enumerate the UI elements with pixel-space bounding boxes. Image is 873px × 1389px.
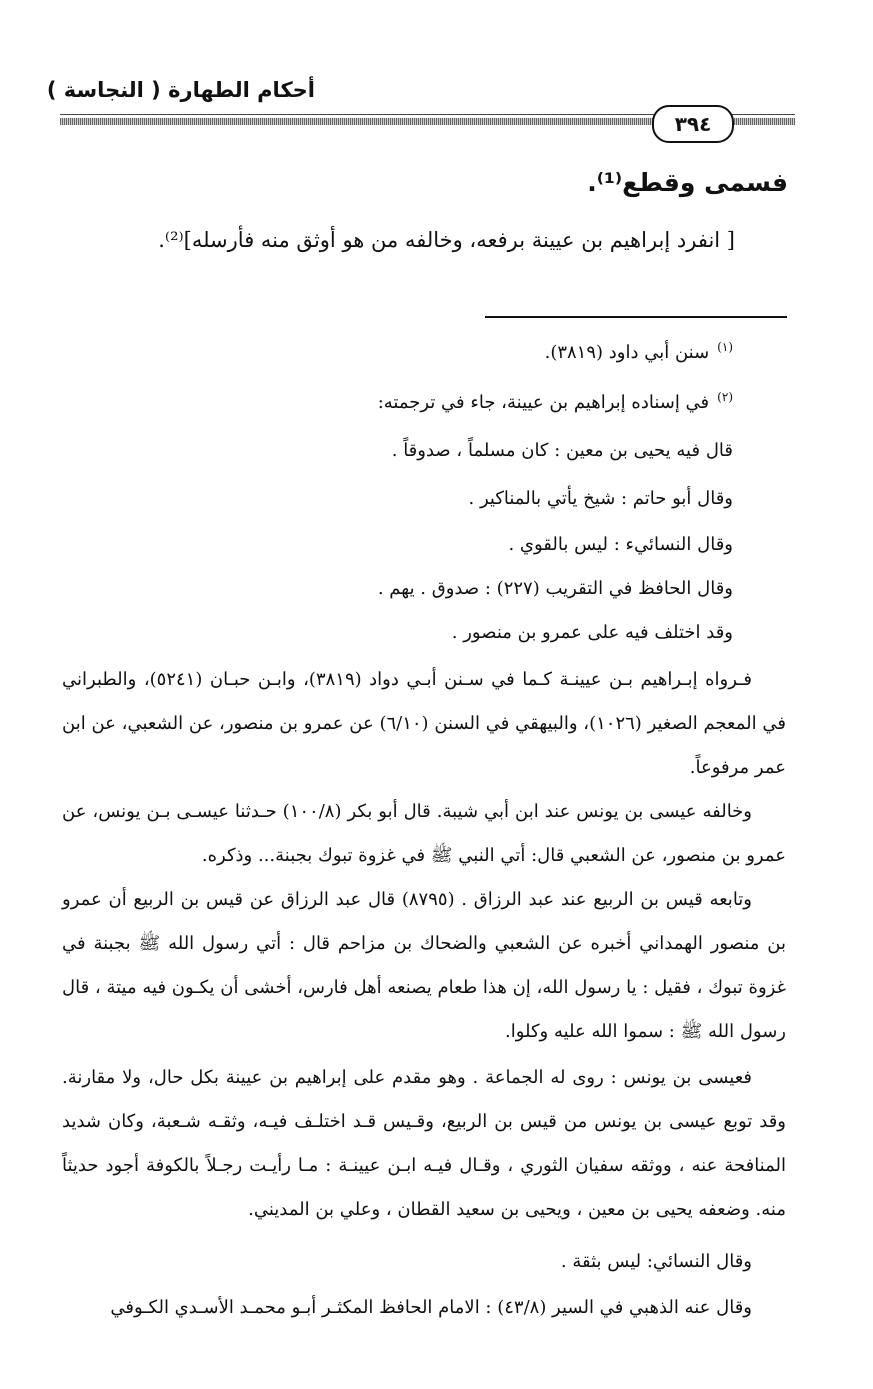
footnote-paragraph: فعيسى بن يونس : روى له الجماعة . وهو مقدم على إبراهيم بن عيينة بكل حال، ولا مقارنة. وقد توبع عيسى بن يونس من قيس بن الربيع، وقـيس قـد اختلـف فيـه، وثقـه شـعبة، وكان شديد المنافحة عنه ، ووثقه سفيان الثوري ، وقـال فيـه ابـن عيينـة : مـا رأيـت رجـلاً بالكوفة أجود حديثاً منه. وضعفه يحيى بن معين ، ويحيى بن سعيد القطان ، وعلي بن المديني. (62, 1067, 786, 1220)
footnote-line: وقد اختلف فيه على عمرو بن منصور . (451, 622, 733, 643)
page-number: ٣٩٤ (652, 105, 734, 143)
footnote-line: وقال الحافظ في التقريب (٢٢٧) : صدوق . يهم . (377, 578, 733, 599)
footnote-line: وقال أبو حاتم : شيخ يأتي بالمناكير . (468, 488, 733, 509)
footnote-paragraph: وخالفه عيسى بن يونس عند ابن أبي شيبة. قال أبو بكر (١٠٠/٨) حـدثنا عيسـى بـن يونس، عن عمرو بن منصور، عن الشعبي قال: أتي النبي ﷺ في غزوة تبوك بجبنة... وذكره. (62, 801, 786, 866)
footnote-2 (378, 390, 733, 413)
main-heading: فسمى وقطع⁽¹⁾. (587, 168, 788, 197)
footnote-paragraph: وقال النسائي: ليس بثقة . (560, 1251, 752, 1272)
footnote-line: وقال النسائيء : ليس بالقوي . (508, 534, 733, 555)
footnote-line: قال فيه يحيى بن معين : كان مسلماً ، صدوقاً . (391, 440, 733, 461)
running-header-title: أحكام الطهارة ( النجاسة ) (46, 78, 315, 102)
footnote-divider (485, 316, 787, 318)
footnote-1-text: سنن أبي داود (٣٨١٩). (544, 342, 710, 363)
footnote-1 (545, 340, 733, 363)
footnote-paragraph: وقال عنه الذهبي في السير (٤٣/٨) : الامام الحافظ المكثـر أبـو محمـد الأسـدي الكـوفي (110, 1297, 752, 1318)
footnote-2-marker: (٢) (717, 390, 733, 404)
main-statement: [ انفرد إبراهيم بن عيينة برفعه، وخالفه من هو أوثق منه فأرسله]⁽²⁾. (158, 228, 735, 252)
footnote-2-text: في إسناده إبراهيم بن عيينة، جاء في ترجمته: (377, 392, 710, 413)
footnote-paragraph: فـرواه إبـراهيم بـن عيينـة كـما في سـنن أبـي دواد (٣٨١٩)، وابـن حبـان (٥٢٤١)، والطبراني في المعجم الصغير (١٠٢٦)، والبيهقي في السنن (٦/١٠) عن عمرو بن منصور، عن الشعبي، عن ابن عمر مرفوعاً. (62, 669, 786, 778)
footnote-paragraph: وتابعه قيس بن الربيع عند عبد الرزاق . (٨٧٩٥) قال عبد الرزاق عن قيس بن الربيع أن عمرو بن منصور الهمداني أخبره عن الشعبي والضحاك بن مزاحم قال : أتي رسول الله ﷺ بجبنة في غزوة تبوك ، فقيل : يا رسول الله، إن هذا طعام يصنعه أهل فارس، أخشى أن يكـون فيه ميتة ، قال رسول الله ﷺ : سموا الله عليه وكلوا. (62, 889, 787, 1042)
footnote-1-marker: (١) (717, 340, 733, 354)
